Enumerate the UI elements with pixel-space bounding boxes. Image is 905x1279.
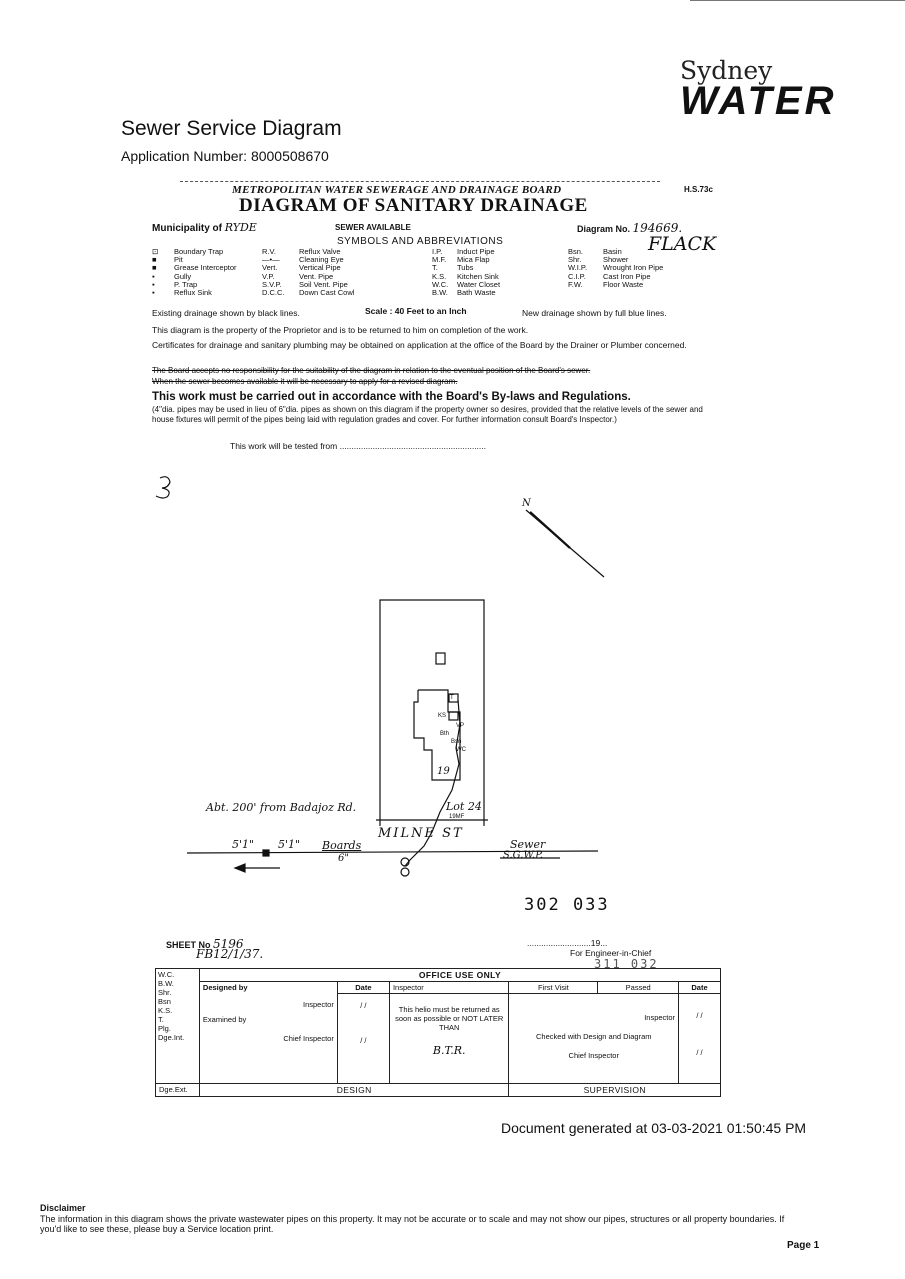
legend-abbr: C.I.P. — [568, 271, 586, 281]
legend-item: ▪ P. Trap — [152, 279, 198, 289]
legend-abbr: V.P. — [262, 271, 275, 281]
office-use-heading: OFFICE USE ONLY — [199, 969, 720, 982]
legend-abbr: F.W. — [568, 279, 583, 289]
symbols-heading: SYMBOLS AND ABBREVIATIONS — [337, 236, 504, 247]
sewer-available: SEWER AVAILABLE — [335, 223, 411, 232]
legend-abbr: R.V. — [262, 247, 276, 256]
property-note: This diagram is the property of the Proprietor and is to be returned to him on completion of the work. — [152, 325, 529, 335]
legend-item: Induct Pipe — [457, 247, 495, 256]
design-date-header: Date — [337, 982, 389, 994]
legend-abbr: W.I.P. — [568, 263, 588, 273]
sheet-label: SHEET No — [166, 940, 211, 950]
legend-item: Cast Iron Pipe — [603, 271, 651, 281]
legend-item: Reflux Valve — [299, 247, 341, 256]
legend-item: Down Cast Cowl — [299, 288, 355, 298]
sewer-label: Sewer — [510, 838, 546, 851]
owner-name: FLACK — [648, 233, 717, 255]
existing-drainage-note: Existing drainage shown by black lines. — [152, 308, 300, 318]
dimension-2: 5'1" — [278, 838, 301, 851]
legend-abbr: —•— — [262, 255, 280, 265]
board-name: METROPOLITAN WATER SEWERAGE AND DRAINAGE BOARD — [232, 184, 562, 196]
logo-water-text: WATER — [680, 79, 837, 123]
new-drainage-note: New drainage shown by full blue lines. — [522, 308, 667, 318]
supervision-cell: Inspector Checked with Design and Diagram Chief Inspector — [509, 994, 679, 1084]
fixture-label-vp: VP — [456, 723, 465, 729]
first-visit-header: First Visit — [509, 982, 598, 994]
legend-item: Mica Flap — [457, 255, 490, 265]
legend-item: Soil Vent. Pipe — [299, 279, 348, 289]
legend-item: ▪ Gully — [152, 271, 192, 281]
legend-item: ■ Grease Interceptor — [152, 263, 237, 273]
legend-item: Basin — [603, 247, 622, 256]
legend-abbr: Vert. — [262, 263, 278, 273]
stamp-number-2: 311 032 — [594, 957, 659, 971]
lot-sub-label: 19MF — [449, 814, 465, 820]
legend-item: Water Closet — [457, 279, 501, 289]
legend-abbr: W.C. — [432, 279, 449, 289]
certificates-note: Certificates for drainage and sanitary plumbing may be obtained on application at the office of the Board by the Drainer or Plumber concerned. — [152, 340, 687, 350]
legend-item: Bath Waste — [457, 288, 496, 298]
page-title: Sewer Service Diagram — [121, 117, 342, 140]
flow-arrow-head — [235, 864, 245, 872]
drain-line — [405, 700, 460, 866]
form-code: H.S.73c — [684, 185, 713, 194]
generated-timestamp: Document generated at 03-03-2021 01:50:45 PM — [501, 1120, 807, 1136]
legend-item: Shower — [603, 255, 629, 265]
office-use-table — [155, 968, 721, 1097]
fixture-label-bsn: Bsn — [451, 739, 462, 745]
margin-mark-label — [157, 470, 158, 471]
helio-cell: This helio must be returned as soon as possible or NOT LATER THAN B.T.R. — [389, 994, 509, 1084]
fixture-label-ks: KS — [438, 713, 447, 719]
legend-item: Cleaning Eye — [299, 255, 344, 265]
legend-item: Vertical Pipe — [299, 263, 341, 273]
legend-abbr: Bsn. — [568, 247, 584, 256]
scale-note: Scale : 40 Feet to an Inch — [365, 306, 467, 316]
lot-boundary — [380, 600, 484, 826]
legend-abbr: T. — [432, 263, 438, 273]
supervision-footer: SUPERVISION — [509, 1084, 721, 1097]
legend-item: Floor Waste — [603, 279, 644, 289]
stamp-number: 302 033 — [524, 895, 610, 915]
legend-abbr: Shr. — [568, 255, 582, 265]
inspector-header: Inspector — [389, 982, 509, 994]
fixture-ext: Dge.Ext. — [156, 1084, 200, 1097]
north-label: N — [522, 498, 531, 509]
pipe-size: 6" — [338, 853, 349, 864]
boards-label: Boards — [322, 839, 362, 852]
fixture-list: W.C. B.W. Shr. Bsn K.S. T. Plg. Dge.Int. — [156, 969, 200, 1084]
disclaimer-heading: Disclaimer — [40, 1203, 86, 1213]
lot-label: Lot 24 — [446, 800, 482, 813]
supervision-date-header: Date — [679, 982, 721, 994]
north-arrow-head — [530, 512, 570, 548]
legend-item: Wrought Iron Pipe — [603, 263, 664, 273]
municipality-label: Municipality of — [152, 223, 222, 234]
legend-abbr: M.F. — [432, 255, 447, 265]
legend-item: Tubs — [457, 263, 474, 273]
sheet-value: 5196 — [213, 937, 244, 951]
engineer-label: For Engineer-in-Chief — [570, 948, 652, 958]
fixture-label-bth: Bth — [440, 731, 450, 737]
fixture-box-ks — [449, 712, 458, 720]
byelaws-note: This work must be carried out in accordance with the Board's By-laws and Regulations. — [152, 391, 631, 403]
form-title: DIAGRAM OF SANITARY DRAINAGE — [239, 195, 588, 216]
disclaimer-text: The information in this diagram shows the private wastewater pipes on this property. It may not be accurate or to scale and may not show our pipes, structures or all property boundaries. If you'd like to see these, please buy a Service location print. — [40, 1214, 785, 1234]
pipes-note: (4"dia. pipes may be used in lieu of 6"dia. pipes as shown on this diagram if the property owner so desires, provided that the relative levels of the sewer and house fixtures will permit of the pipes being laid with regulation grades and cover. For further information consult Board's Inspector.) — [152, 405, 703, 424]
legend-item: ■ Pit — [152, 255, 183, 265]
page-number: Page 1 — [787, 1240, 820, 1251]
legend-abbr: S.V.P. — [262, 279, 282, 289]
fixture-label-t: T — [450, 695, 454, 701]
legend-item: Vent. Pipe — [299, 271, 334, 281]
design-dates: / / / / — [337, 994, 389, 1084]
legend-abbr: I.P. — [432, 247, 443, 256]
sheet-date-line: ...........................19... — [527, 938, 608, 948]
house-number: 19 — [437, 766, 450, 777]
sgwp-label: S.G.W.P. — [503, 850, 544, 861]
design-cell: Designed by Inspector Examined by Chief Inspector — [199, 982, 337, 1084]
legend-abbr: K.S. — [432, 271, 447, 281]
legend-item: ⊡ Boundary Trap — [152, 247, 224, 256]
struck-note-2: When the sewer becomes available it will be necessary to apply for a revised diagram. — [152, 377, 458, 386]
supervision-dates: / / / / — [679, 994, 721, 1084]
junction-mark — [263, 850, 269, 856]
fixture-label-wc: WC — [456, 747, 466, 753]
legend-item: Kitchen Sink — [457, 271, 499, 281]
municipality-value: RYDE — [224, 221, 257, 234]
dimension-1: 5'1" — [232, 838, 255, 851]
street-name: MILNE ST — [378, 826, 464, 841]
legend-abbr: B.W. — [432, 288, 448, 298]
legend-abbr: D.C.C. — [262, 288, 285, 298]
distance-note: Abt. 200' from Badajoz Rd. — [206, 801, 357, 814]
passed-header: Passed — [598, 982, 679, 994]
diagram-label: Diagram No. — [577, 224, 631, 234]
sheet-date: FB12/1/37. — [196, 947, 264, 961]
outbuilding — [436, 653, 445, 664]
legend-item: ▪ Reflux Sink — [152, 288, 212, 298]
diagram-value: 194669. — [632, 221, 683, 235]
design-footer: DESIGN — [199, 1084, 509, 1097]
struck-note-1: The Board accepts no responsibility for the suitability of the diagram in relation to the eventual position of the Board's sewer. — [152, 366, 591, 375]
logo-sydney-text: Sydney — [680, 56, 773, 85]
margin-mark-shape — [156, 477, 170, 498]
tested-from-note: This work will be tested from .............................................................. — [230, 441, 487, 451]
manhole-bottom — [401, 868, 409, 876]
application-number: Application Number: 8000508670 — [121, 148, 329, 164]
